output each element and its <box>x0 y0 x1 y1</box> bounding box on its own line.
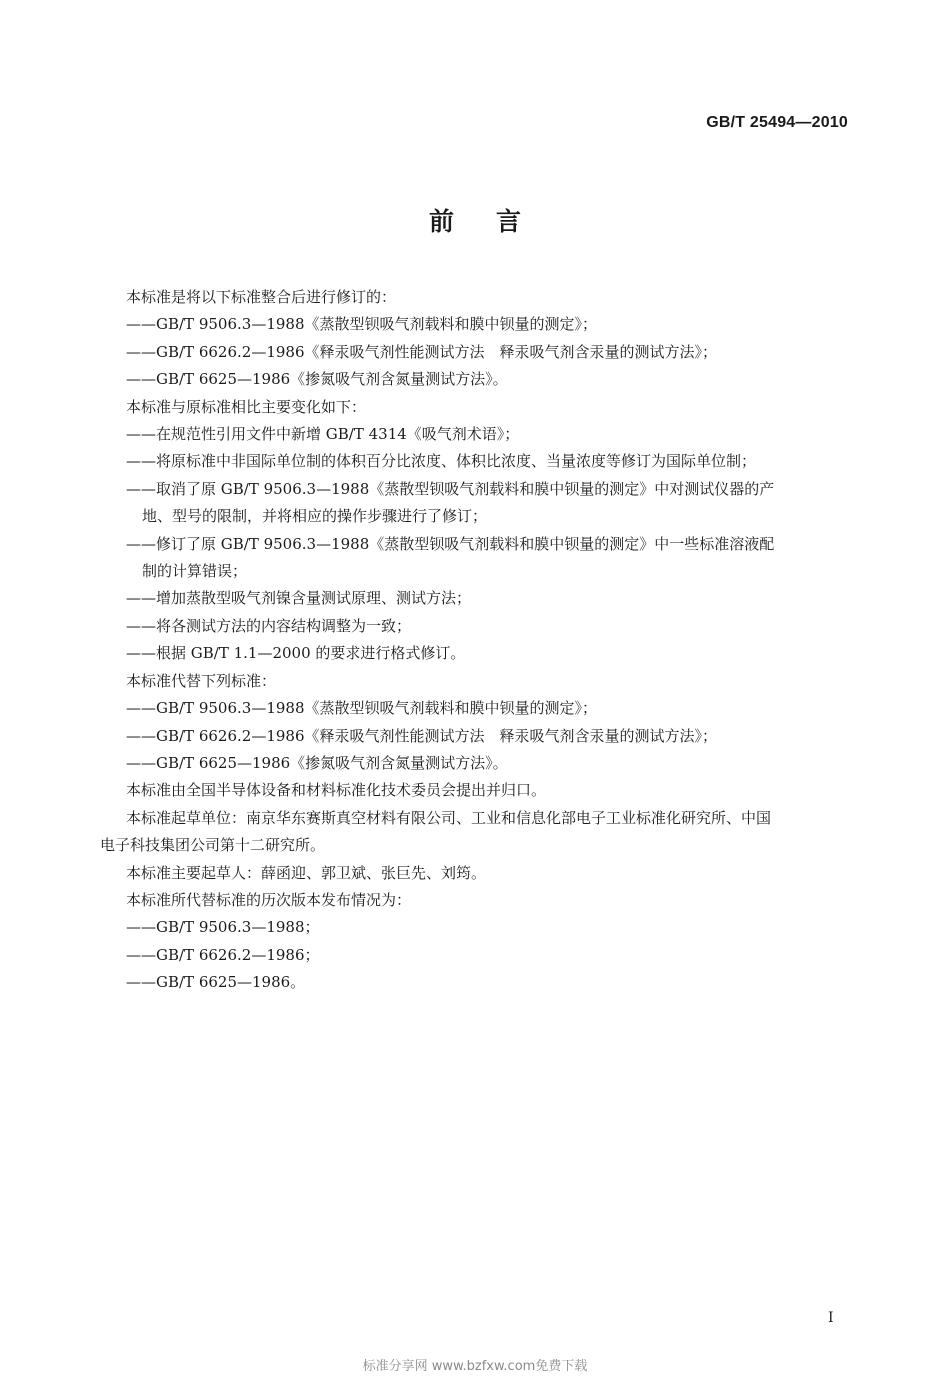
list-item: ——GB/T 9506.3—1988《蒸散型钡吸气剂载料和膜中钡量的测定》； <box>126 699 597 718</box>
footer-watermark: 标准分享网 www.bzfxw.com免费下载 <box>362 1359 588 1374</box>
list-item-continuation: 制的计算错误； <box>142 562 248 581</box>
paragraph-line: 本标准所代替标准的历次版本发布情况为： <box>126 890 412 909</box>
paragraph-line: 本标准起草单位：南京华东赛斯真空材料有限公司、工业和信息化部电子工业标准化研究所、中国 <box>126 808 772 827</box>
paragraph-line: 本标准主要起草人：薛函迎、郭卫斌、张巨先、刘筠。 <box>126 863 487 882</box>
list-item: ——GB/T 6626.2—1986； <box>126 945 320 964</box>
standard-code: GB/T 25494—2010 <box>706 114 848 131</box>
list-item-continuation: 地、型号的限制，并将相应的操作步骤进行了修订； <box>142 507 488 526</box>
paragraph-continuation: 电子科技集团公司第十二研究所。 <box>100 836 326 855</box>
paragraph-line: 本标准代替下列标准： <box>126 671 277 690</box>
list-item: ——取消了原 GB/T 9506.3—1988《蒸散型钡吸气剂载料和膜中钡量的测定》中对测试仪器的产 <box>126 479 775 498</box>
list-item: ——在规范性引用文件中新增 GB/T 4314《吸气剂术语》； <box>126 425 520 444</box>
page-number: I <box>828 1310 834 1326</box>
list-item: ——GB/T 6626.2—1986《释汞吸气剂性能测试方法 释汞吸气剂含汞量的测试方法》； <box>126 726 717 745</box>
paragraph-line: 本标准由全国半导体设备和材料标准化技术委员会提出并归口。 <box>126 781 547 800</box>
list-item: ——GB/T 9506.3—1988； <box>126 918 320 937</box>
list-item: ——将原标准中非国际单位制的体积百分比浓度、体积比浓度、当量浓度等修订为国际单位制； <box>126 452 757 471</box>
list-item: ——GB/T 6626.2—1986《释汞吸气剂性能测试方法 释汞吸气剂含汞量的测试方法》； <box>126 342 717 361</box>
list-item: ——GB/T 6625—1986《掺氮吸气剂含氮量测试方法》。 <box>126 370 508 389</box>
list-item: ——GB/T 9506.3—1988《蒸散型钡吸气剂载料和膜中钡量的测定》； <box>126 315 597 334</box>
list-item: ——GB/T 6625—1986《掺氮吸气剂含氮量测试方法》。 <box>126 753 508 772</box>
page-title: 前言 <box>428 207 563 236</box>
list-item: ——根据 GB/T 1.1—2000 的要求进行格式修订。 <box>126 644 466 663</box>
paragraph-line: 本标准与原标准相比主要变化如下： <box>126 397 367 416</box>
list-item: ——将各测试方法的内容结构调整为一致； <box>126 616 412 635</box>
list-item: ——增加蒸散型吸气剂镍含量测试原理、测试方法； <box>126 589 472 608</box>
foreword-body <box>100 284 860 997</box>
paragraph-line: 本标准是将以下标准整合后进行修订的： <box>126 288 397 306</box>
list-item: ——修订了原 GB/T 9506.3—1988《蒸散型钡吸气剂载料和膜中钡量的测定》中一些标准溶液配 <box>126 534 775 553</box>
list-item: ——GB/T 6625—1986。 <box>126 973 306 992</box>
